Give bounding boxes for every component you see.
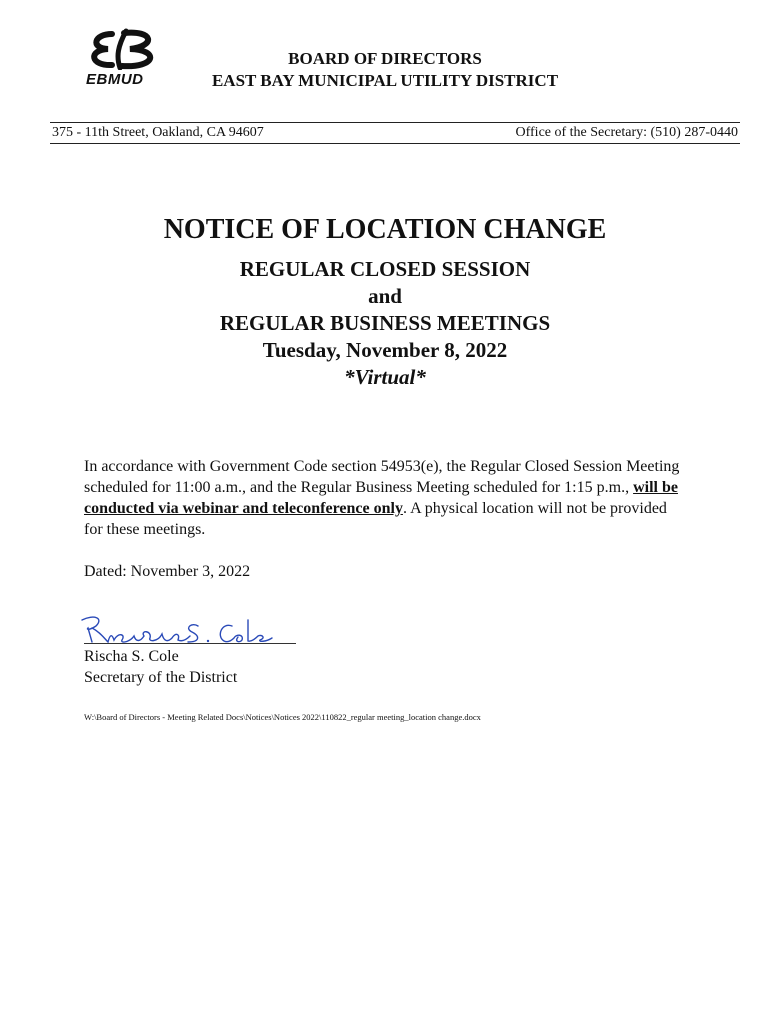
meeting-mode: *Virtual*: [344, 365, 426, 389]
notice-subtitle: [0, 256, 770, 391]
header-rule-top: [50, 122, 740, 123]
office-phone: Office of the Secretary: (510) 287-0440: [515, 125, 738, 140]
logo-wordmark: EBMUD: [86, 71, 144, 88]
signer-name: Rischa S. Cole: [84, 648, 179, 665]
body-paragraph: [84, 456, 684, 540]
body-text-after: . A physical location will not be provided for these meetings.: [84, 500, 667, 538]
signer-title: Secretary of the District: [84, 669, 238, 686]
ebmud-logo-icon: [82, 28, 164, 70]
body-text-before: In accordance with Government Code section 54953(e), the Regular Closed Session Meeting scheduled for 11:00 a.m., and the Regular Business Meeting scheduled for 1:15 p.m.,: [84, 458, 680, 496]
dated-line: Dated: November 3, 2022: [84, 563, 251, 580]
board-header-line1: BOARD OF DIRECTORS: [288, 49, 482, 68]
file-path: W:\Board of Directors - Meeting Related Docs\Notices\Notices 2022\110822_regular meeting_location change.docx: [84, 712, 481, 722]
subtitle-line3: REGULAR BUSINESS MEETINGS: [219, 311, 551, 335]
subtitle-line2: and: [368, 284, 402, 308]
signature-line: [84, 643, 296, 644]
meeting-date: Tuesday, November 8, 2022: [262, 338, 508, 362]
notice-title: NOTICE OF LOCATION CHANGE: [163, 214, 607, 245]
address: 375 - 11th Street, Oakland, CA 94607: [52, 125, 264, 140]
subtitle-line1: REGULAR CLOSED SESSION: [239, 257, 531, 281]
header-rule-bottom: [50, 143, 740, 144]
body-emphasis: will be conducted via webinar and teleconference only: [84, 479, 678, 517]
signer-block: [84, 646, 237, 688]
ebmud-logo: [82, 28, 164, 90]
board-header-line2: EAST BAY MUNICIPAL UTILITY DISTRICT: [211, 71, 559, 90]
board-header: [190, 48, 580, 92]
